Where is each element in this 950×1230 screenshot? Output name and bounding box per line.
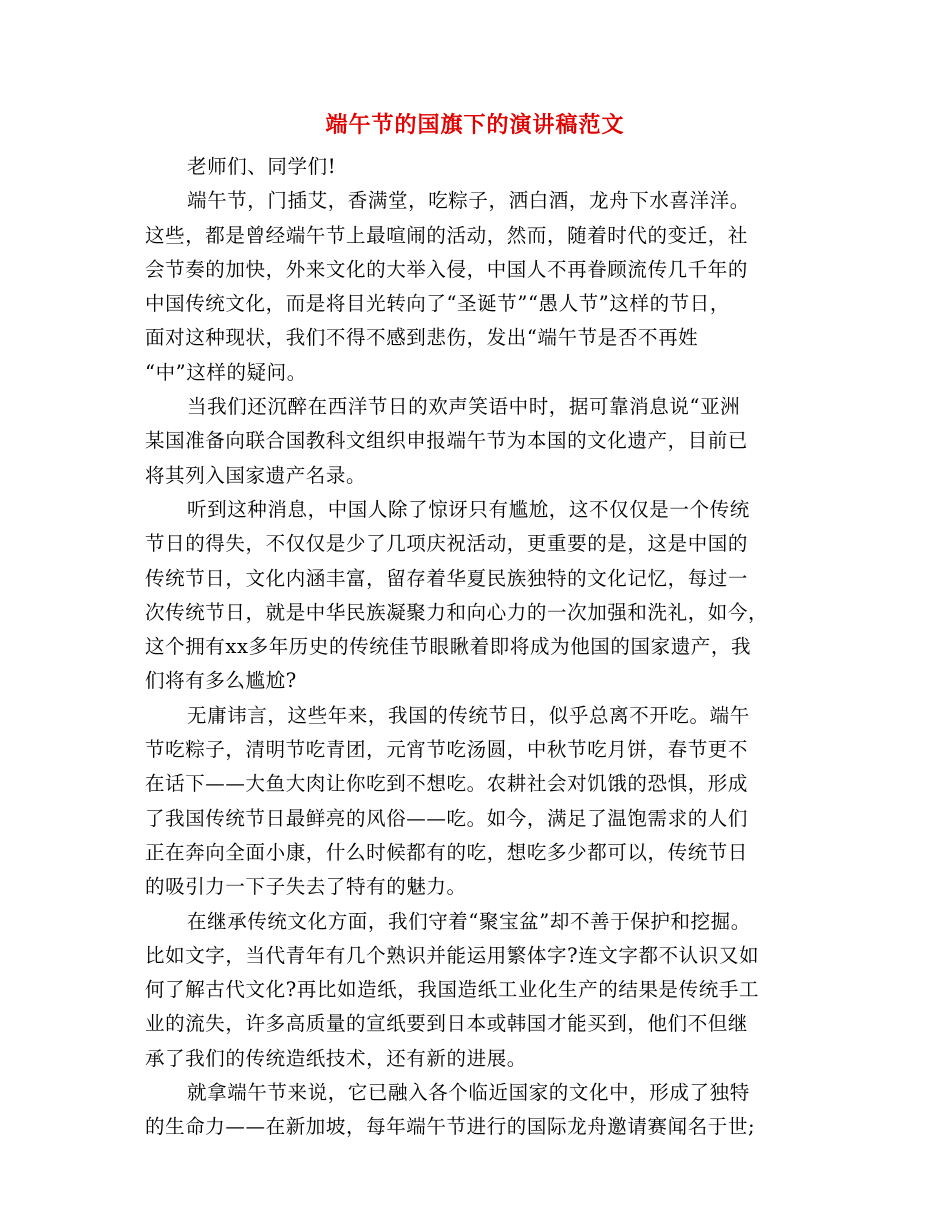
paragraph-line: 当我们还沉醉在西洋节日的欢声笑语中时，据可靠消息说“亚洲 (187, 395, 741, 419)
paragraph-line: 了我国传统节日最鲜亮的风俗——吃。如今，满足了温饱需求的人们 (145, 806, 749, 830)
paragraph-line: 正在奔向全面小康，什么时候都有的吃，想吃多少都可以，传统节日 (145, 840, 749, 864)
paragraph-line: 何了解古代文化?再比如造纸，我国造纸工业化生产的结果是传统手工 (145, 978, 760, 1002)
paragraph-line: 节吃粽子，清明节吃青团，元宵节吃汤圆，中秋节吃月饼，春节更不 (145, 738, 749, 762)
paragraph-line: 面对这种现状，我们不得不感到悲伤，发出“端午节是否不再姓 (145, 326, 699, 350)
paragraph-line: 在继承传统文化方面，我们守着“聚宝盆”却不善于保护和挖掘。 (187, 909, 751, 933)
paragraph-line: 传统节日，文化内涵丰富，留存着华夏民族独特的文化记忆，每过一 (145, 566, 749, 590)
paragraph-line: 的吸引力一下子失去了特有的魅力。 (145, 875, 467, 899)
paragraph-line: 的生命力——在新加坡，每年端午节进行的国际龙舟邀请赛闻名于世; (145, 1115, 756, 1139)
paragraph-line: 端午节，门插艾，香满堂，吃粽子，洒白酒，龙舟下水喜洋洋。 (187, 189, 750, 213)
paragraph-line: 某国准备向联合国教科文组织申报端午节为本国的文化遗产，目前已 (145, 429, 749, 453)
paragraph-line: 这个拥有xx多年历史的传统佳节眼瞅着即将成为他国的国家遗产，我 (145, 635, 752, 659)
paragraph-line: 们将有多么尴尬? (145, 669, 297, 693)
paragraph-line: 次传统节日，就是中华民族凝聚力和向心力的一次加强和洗礼，如今， (145, 600, 769, 624)
paragraph-line: 将其列入国家遗产名录。 (145, 463, 367, 487)
paragraph-line: 听到这种消息，中国人除了惊讶只有尴尬，这不仅仅是一个传统 (187, 497, 750, 521)
document-body (145, 150, 805, 1145)
paragraph-line: 中国传统文化，而是将目光转向了“圣诞节”“愚人节”这样的节日， (145, 292, 730, 316)
paragraph-line: 老师们、同学们! (187, 155, 337, 178)
paragraph-line: 在话下——大鱼大肉让你吃到不想吃。农耕社会对饥饿的恐惧，形成 (145, 772, 749, 796)
paragraph-line: 会节奏的加快，外来文化的大举入侵，中国人不再眷顾流传几千年的 (145, 257, 749, 281)
paragraph-line: 无庸讳言，这些年来，我国的传统节日，似乎总离不开吃。端午 (187, 703, 750, 727)
document-title: 端午节的国旗下的演讲稿范文 (325, 112, 625, 138)
paragraph-line: 业的流失，许多高质量的宣纸要到日本或韩国才能买到，他们不但继 (145, 1012, 749, 1036)
paragraph-line: 节日的得失，不仅仅是少了几项庆祝活动，更重要的是，这是中国的 (145, 532, 749, 556)
paragraph-line: 比如文字，当代青年有几个熟识并能运用繁体字?连文字都不认识又如 (145, 943, 760, 967)
paragraph-line: 这些，都是曾经端午节上最喧闹的活动，然而，随着时代的变迁，社 (145, 223, 749, 247)
paragraph-line: 承了我们的传统造纸技术，还有新的进展。 (145, 1046, 527, 1070)
paragraph-line: 就拿端午节来说，它已融入各个临近国家的文化中，形成了独特 (187, 1081, 750, 1105)
paragraph-line: “中”这样的疑问。 (145, 360, 307, 384)
